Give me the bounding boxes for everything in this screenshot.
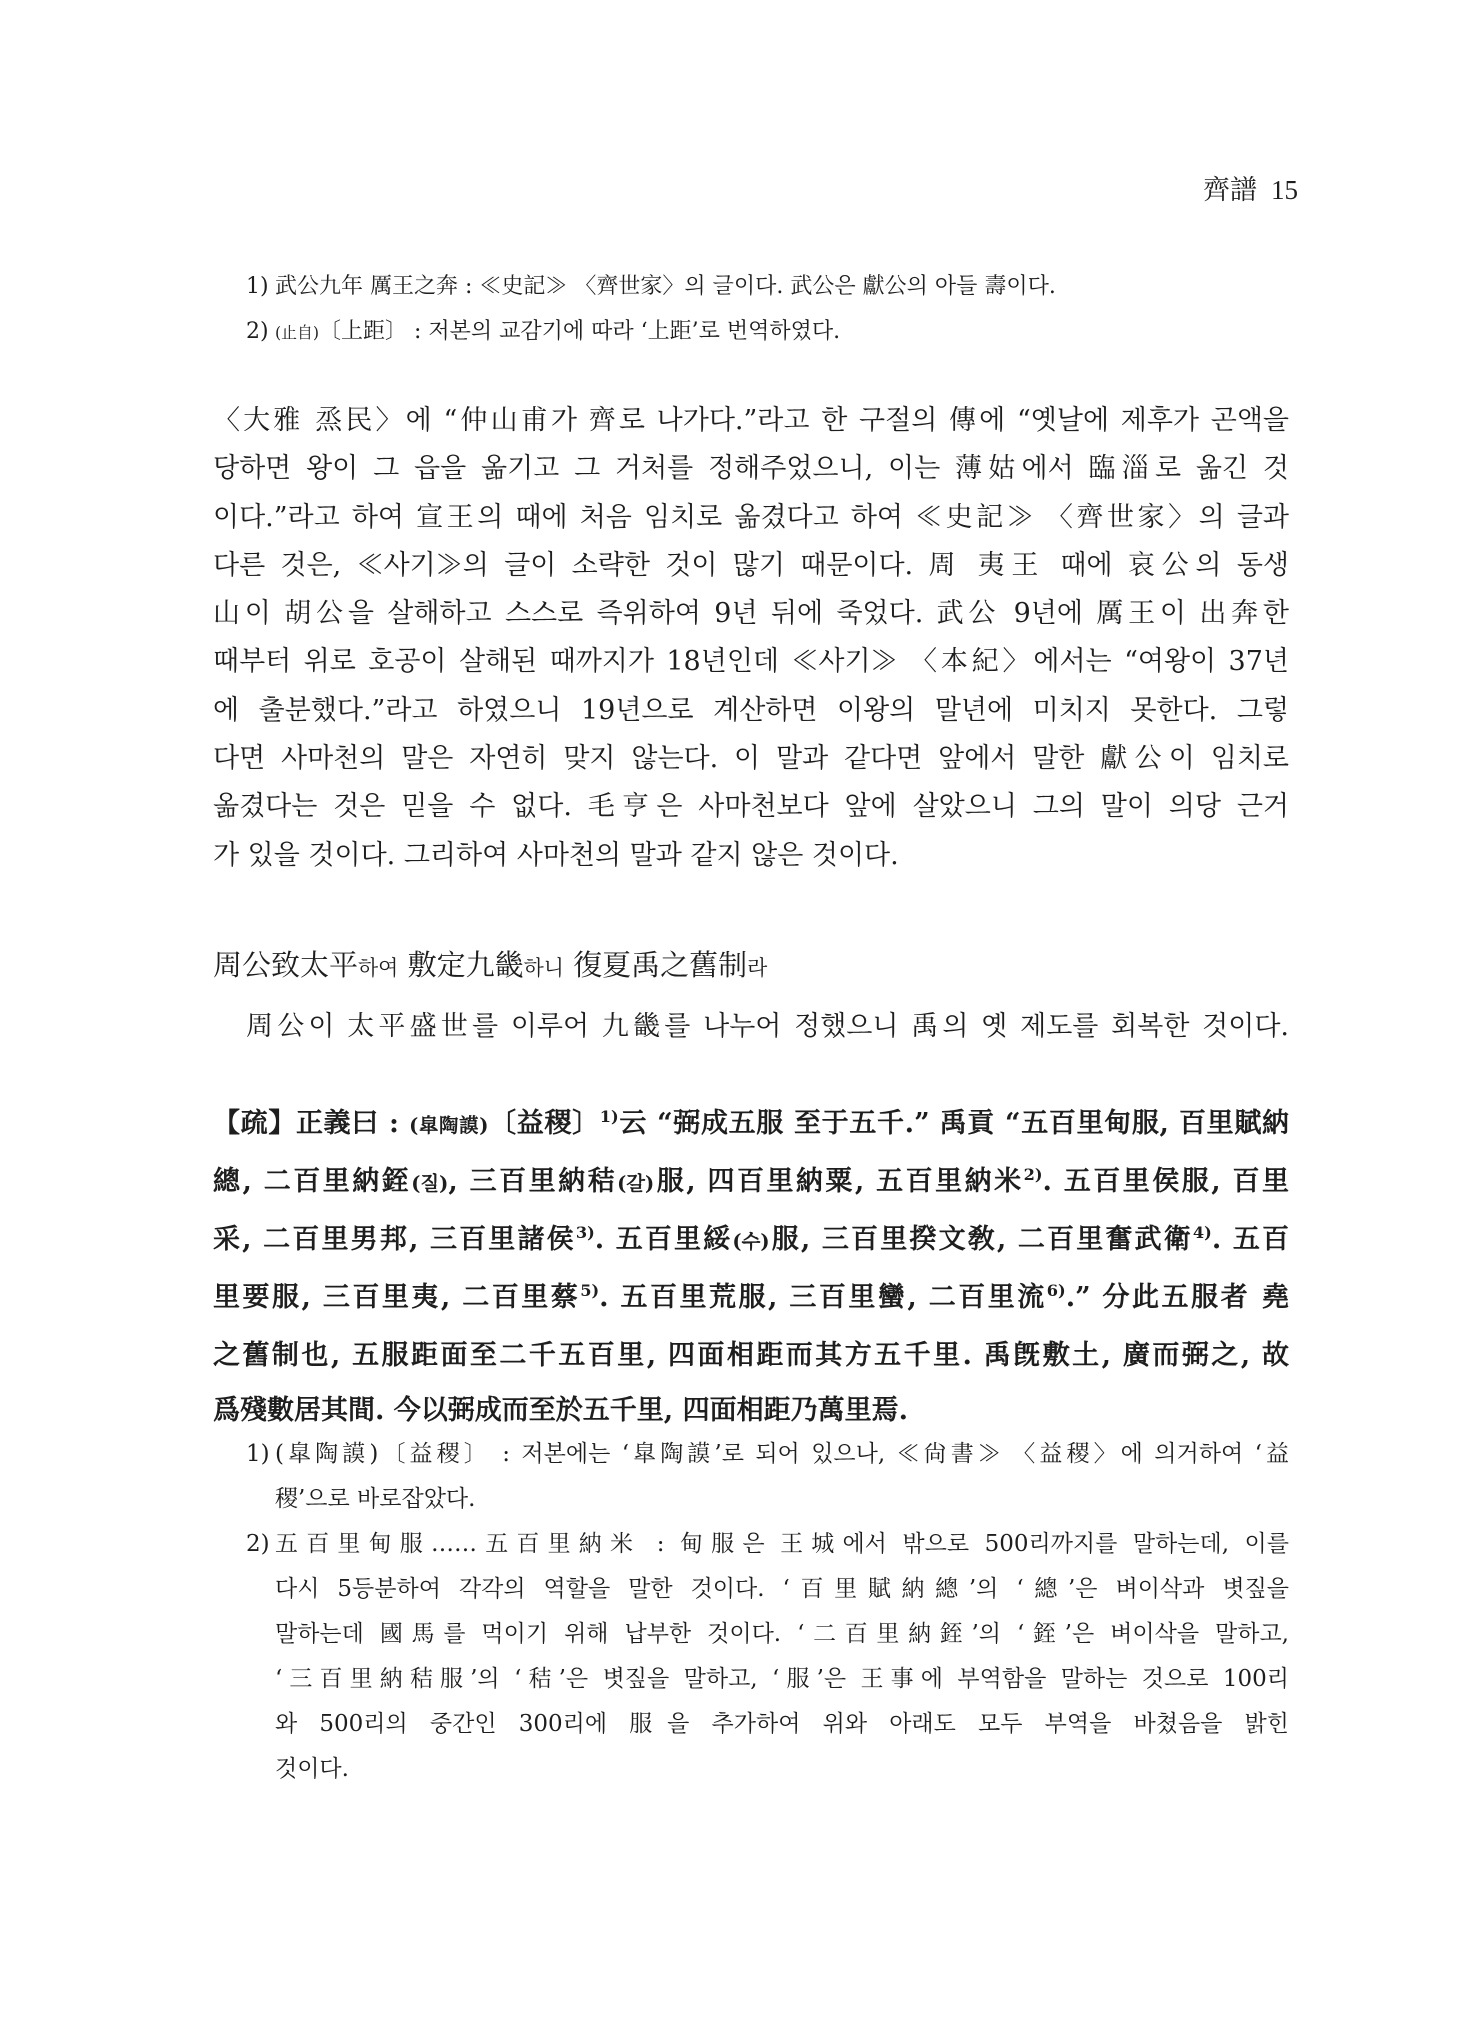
- footnote-text: [275, 264, 1289, 309]
- footnote-text: [275, 1522, 1289, 1792]
- footnote-number: 1): [246, 1441, 270, 1467]
- text-line: 다면 사마천의 말은 자연히 맞지 않는다. 이 말과 같다면 앞에서 말한 獻公이 임치로: [213, 743, 1289, 775]
- text-line: 가 있을 것이다. 그리하여 사마천의 말과 같지 않은 것이다.: [213, 839, 899, 871]
- chapter-title: 齊譜: [1203, 175, 1257, 206]
- text-line: 山이 胡公을 살해하고 스스로 즉위하여 9년 뒤에 죽었다. 武公 9년에 厲王이 出奔한: [213, 598, 1289, 630]
- text-line: 五百里甸服……五百里納米 : 甸服은 王城에서 밖으로 500리까지를 말하는데, 이를: [275, 1531, 1289, 1557]
- carried-over-footnotes: [246, 264, 1289, 355]
- text-line: 周公이 太平盛世를 이루어 九畿를 나누어 정했으니 禹의 옛 제도를 회복한 것이다.: [246, 1011, 1289, 1042]
- text-line: [213, 1212, 1289, 1270]
- text-run: . 五百里綏: [594, 1224, 733, 1255]
- text-run: 服, 四百里納粟, 五百里納米: [654, 1166, 1024, 1197]
- footnote: [246, 264, 1289, 309]
- footnote-reference: 6): [1046, 1280, 1066, 1300]
- classic-text-heading: [213, 943, 1289, 990]
- text-line: 와 500리의 중간인 300리에 服을 추가하여 위와 아래도 모두 부역을 바쳤음을 밝힌: [275, 1711, 1289, 1737]
- footnotes: [246, 1432, 1289, 1792]
- text-line: 〈大雅 烝民〉에 “仲山甫가 齊로 나가다.”라고 한 구절의 傳에 “옛날에 제후가 곤액을: [213, 405, 1289, 436]
- text-run: , 三百里納秸: [448, 1166, 618, 1197]
- text-line: ‘三百里納秸服’의 ‘秸’은 볏짚을 말하고, ‘服’은 王事에 부역함을 말하는 것으로 100리: [275, 1666, 1289, 1692]
- text-line: 때부터 위로 호공이 살해된 때까지가 18년인데 ≪사기≫ 〈本紀〉에서는 “여왕이 37년: [213, 646, 1289, 678]
- small-text: 라: [747, 956, 768, 980]
- text-line: 옮겼다는 것은 믿을 수 없다. 毛亨은 사마천보다 앞에 살았으니 그의 말이 의당 근거: [213, 791, 1289, 823]
- text-line: (皐陶謨)〔益稷〕 : 저본에는 ‘皐陶謨’로 되어 있으나, ≪尙書≫ 〈益稷〉에 의거하여 ‘益: [275, 1441, 1289, 1467]
- text-line: 이다.”라고 하여 宣王의 때에 처음 임치로 옮겼다고 하여 ≪史記≫ 〈齊世家〉의 글과: [213, 501, 1289, 533]
- text-run: 周公致太平: [213, 948, 359, 982]
- text-line: 爲殘數居其間. 今以弼成而至於五千里, 四面相距乃萬里焉.: [213, 1395, 908, 1426]
- small-text: (갈): [617, 1172, 655, 1195]
- text-line: 稷’으로 바로잡았다.: [275, 1486, 476, 1512]
- footnote: [246, 1432, 1289, 1522]
- text-line: 武公九年 厲王之奔 : ≪史記≫ 〈齊世家〉의 글이다. 武公은 獻公의 아들 壽이다.: [275, 274, 1056, 299]
- text-line: [213, 1270, 1289, 1328]
- text-line: 다른 것은, ≪사기≫의 글이 소략한 것이 많기 때문이다. 周 夷王 때에 哀公의 동생: [213, 549, 1289, 581]
- text-run: 正義曰 :: [296, 1108, 410, 1139]
- small-text: (질): [411, 1172, 449, 1195]
- small-text: 하니: [523, 956, 564, 980]
- text-line: [213, 1096, 1289, 1154]
- text-run: 敷定九畿: [398, 948, 524, 982]
- text-line: [213, 943, 1289, 990]
- text-line: [213, 1154, 1289, 1212]
- text-line: 다시 5등분하여 각각의 역할을 말한 것이다. ‘百里賦納總’의 ‘總’은 벼이삭과 볏짚을: [275, 1576, 1289, 1602]
- footnote-reference: 1): [599, 1106, 619, 1126]
- text-line: 之舊制也, 五服距面至二千五百里, 四面相距而其方五千里. 禹旣敷土, 廣而弼之, 故: [213, 1340, 1289, 1371]
- text-line: 당하면 왕이 그 읍을 옮기고 그 거처를 정해주었으니, 이는 薄姑에서 臨淄로 옮긴 것: [213, 453, 1289, 485]
- footnote-number: 2): [246, 1531, 270, 1557]
- text-run: 里要服, 三百里夷, 二百里蔡: [213, 1282, 581, 1313]
- classic-translation: [246, 1003, 1289, 1051]
- text-run: . 五百里荒服, 三百里蠻, 二百里流: [599, 1282, 1047, 1313]
- small-text: (止自): [275, 323, 320, 342]
- text-run: . 五百里侯服, 百里: [1042, 1166, 1289, 1197]
- text-line: 에 출분했다.”라고 하였으니 19년으로 계산하면 이왕의 말년에 미치지 못한다. 그렇: [213, 694, 1289, 726]
- page-number: 15: [1271, 175, 1298, 205]
- text-run: 采, 二百里男邦, 三百里諸侯: [213, 1224, 576, 1255]
- text-run: 服, 三百里揆文敎, 二百里奮武衛: [769, 1224, 1193, 1255]
- footnote-number: 2): [246, 319, 269, 344]
- footnote-reference: 5): [580, 1280, 600, 1300]
- running-header: [1203, 174, 1298, 206]
- text-line: 말하는데 國馬를 먹이기 위해 납부한 것이다. ‘二百里納銍’의 ‘銍’은 벼이삭을 말하고,: [275, 1621, 1289, 1647]
- text-run: 總, 二百里納銍: [213, 1166, 412, 1197]
- commentary-paragraph: [213, 397, 1289, 880]
- text-run: 云 “弼成五服 至于五千.” 禹貢 “五百里甸服, 百里賦納: [618, 1108, 1290, 1139]
- text-run: .” 分此五服者 堯: [1065, 1282, 1289, 1313]
- small-text: (수): [732, 1230, 770, 1253]
- text-run: 復夏禹之舊制: [563, 948, 748, 982]
- footnote-number: 1): [246, 274, 269, 299]
- footnote-reference: 3): [575, 1222, 595, 1242]
- footnote-text: [275, 309, 1289, 355]
- footnote-reference: 4): [1192, 1222, 1212, 1242]
- footnote: [246, 1522, 1289, 1792]
- text-line: [275, 309, 1289, 355]
- small-text: (皐陶謨): [409, 1114, 489, 1137]
- small-text: 하여: [358, 956, 399, 980]
- subcommentary-paragraph: [213, 1096, 1289, 1438]
- text-run: . 五百: [1211, 1224, 1289, 1255]
- section-marker: 【疏】: [213, 1108, 296, 1139]
- text-run: 〔上距〕 : 저본의 교감기에 따라 ‘上距’로 번역하였다.: [319, 319, 841, 344]
- footnote-text: [275, 1432, 1289, 1522]
- text-run: 〔益稷〕: [488, 1108, 600, 1139]
- text-line: 것이다.: [275, 1756, 349, 1782]
- footnote: [246, 309, 1289, 355]
- footnote-reference: 2): [1023, 1164, 1043, 1184]
